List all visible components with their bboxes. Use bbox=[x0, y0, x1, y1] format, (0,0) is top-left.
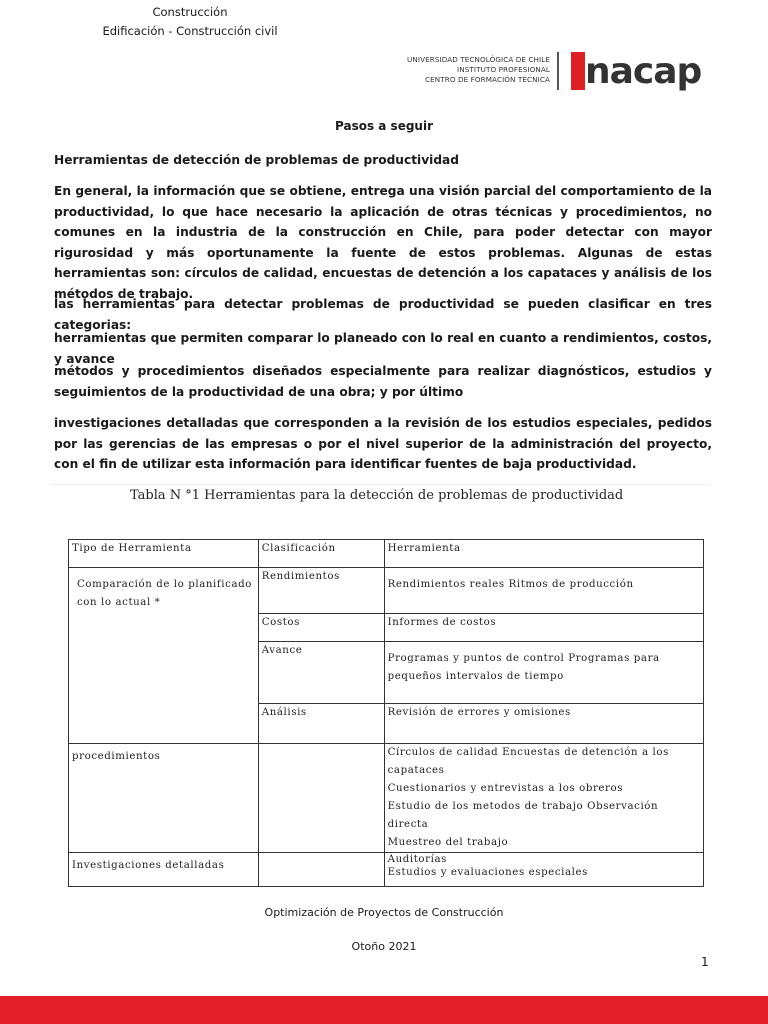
class-cell-empty bbox=[258, 744, 384, 853]
class-cell: Rendimientos bbox=[258, 568, 384, 614]
tool-cell: Revisión de errores y omisiones bbox=[384, 704, 703, 744]
group3-type-text: Investigaciones detalladas bbox=[72, 860, 225, 871]
tools-table bbox=[68, 539, 704, 887]
paragraph-4: métodos y procedimientos diseñados especialmente para realizar diagnósticos, estudios y seguimientos de la productividad de una obra; y por último bbox=[54, 364, 712, 399]
tool-text: Rendimientos reales Ritmos de producción bbox=[387, 579, 634, 590]
paragraph-2: las herramientas para detectar problemas de productividad se pueden clasificar en tres categorias: bbox=[54, 297, 712, 332]
caption-rule bbox=[50, 484, 710, 485]
table-caption: Tabla N °1 Herramientas para la detección de problemas de productividad bbox=[130, 488, 624, 503]
tool-cell bbox=[384, 568, 703, 614]
institution-line-3: CENTRO DE FORMACIÓN TÉCNICA bbox=[425, 75, 550, 84]
section-subtitle: Herramientas de detección de problemas de productividad bbox=[54, 153, 460, 167]
table-row bbox=[69, 568, 704, 614]
tool-cell bbox=[384, 853, 703, 887]
tool-cell: Informes de costos bbox=[384, 614, 703, 642]
tool-line: Cuestionarios y entrevistas a los obreros bbox=[387, 783, 624, 794]
tool-line: Círculos de calidad Encuestas de detención a los capataces bbox=[387, 747, 669, 776]
header-line-2: Edificación - Construcción civil bbox=[102, 24, 278, 38]
table-row bbox=[69, 853, 704, 887]
table-header-row bbox=[69, 540, 704, 568]
group1-type-text: Comparación de lo planificado con lo actual * bbox=[77, 579, 252, 608]
tool-line: Muestreo del trabajo bbox=[387, 837, 509, 848]
class-cell-empty bbox=[258, 853, 384, 887]
logo-mark bbox=[571, 56, 585, 90]
footer-red-bar bbox=[0, 996, 768, 1024]
tool-line: Estudio de los metodos de trabajo Observación directa bbox=[387, 801, 659, 830]
tool-cell bbox=[384, 642, 703, 704]
logo-text: nacap bbox=[585, 51, 702, 92]
tool-line: Estudios y evaluaciones especiales bbox=[387, 867, 588, 878]
paragraph-1: En general, la información que se obtiene, entrega una visión parcial del comportamiento de la productividad, lo que hace necesario la aplicación de otras técnicas y procedimientos, no comunes en la industria de la construcción en Chile, para poder detectar con mayor rigurosidad y más oportunamente la fuente de estos problemas. Algunas de estas herramientas son: círculos de calidad, encuestas de detención a los capataces y análisis de los métodos de trabajo. bbox=[54, 184, 712, 301]
institution-line-1: UNIVERSIDAD TECNOLÓGICA DE CHILE bbox=[407, 55, 550, 64]
page-number: 1 bbox=[701, 955, 709, 969]
header-cell-class: Clasificación bbox=[258, 540, 384, 568]
tool-cell bbox=[384, 744, 703, 853]
header-line-1: Construcción bbox=[152, 5, 228, 19]
footer-term: Otoño 2021 bbox=[351, 940, 417, 953]
page-title: Pasos a seguir bbox=[335, 119, 433, 133]
tool-text: Programas y puntos de control Programas para pequeños intervalos de tiempo bbox=[387, 653, 660, 682]
paragraph-3: herramientas que permiten comparar lo planeado con lo real en cuanto a rendimientos, costos, y avance bbox=[54, 331, 712, 366]
group2-type-cell bbox=[69, 744, 259, 853]
institution-line-2: INSTITUTO PROFESIONAL bbox=[457, 65, 550, 74]
group3-type-cell bbox=[69, 853, 259, 887]
paragraph-5: investigaciones detalladas que corresponden a la revisión de los estudios especiales, pedidos por las gerencias de las empresas o por el nivel superior de la administración del proyecto, con el fin de utilizar esta información para identificar fuentes de baja productividad. bbox=[54, 416, 712, 471]
group2-type-text: procedimientos bbox=[72, 751, 161, 762]
header-cell-tool: Herramienta bbox=[384, 540, 703, 568]
footer-course: Optimización de Proyectos de Construcción bbox=[264, 906, 504, 919]
class-cell: Análisis bbox=[258, 704, 384, 744]
class-cell: Avance bbox=[258, 642, 384, 704]
group1-type-cell bbox=[69, 568, 259, 744]
header-cell-type: Tipo de Herramienta bbox=[69, 540, 259, 568]
logo-divider bbox=[557, 52, 559, 90]
class-cell: Costos bbox=[258, 614, 384, 642]
tool-line: Auditorías bbox=[387, 854, 447, 865]
table-row bbox=[69, 744, 704, 853]
